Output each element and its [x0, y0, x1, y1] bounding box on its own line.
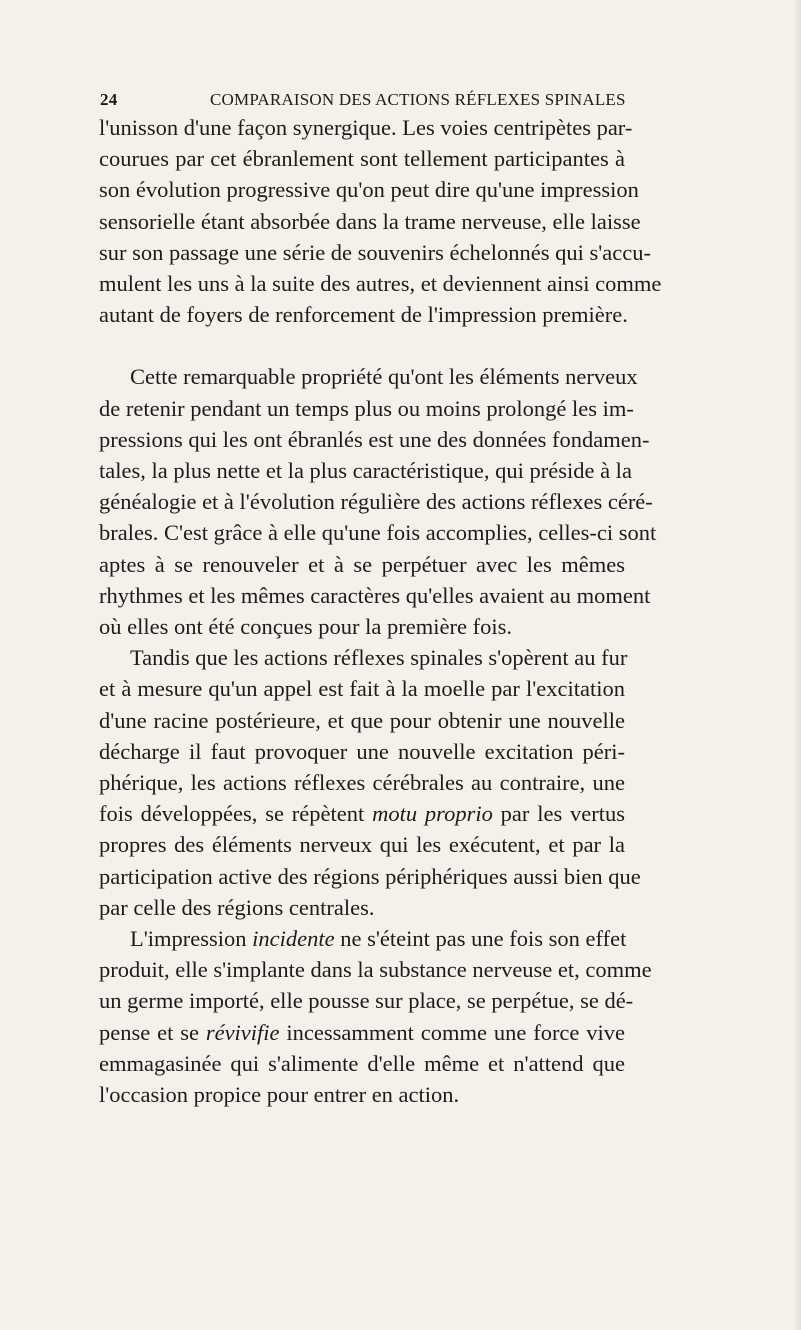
text-line: [99, 798, 625, 829]
page-edge-shadow: [793, 0, 801, 1330]
text-line: généalogie et à l'évolution régulière des actions réflexes céré-: [99, 489, 653, 515]
running-title: COMPARAISON DES ACTIONS RÉFLEXES SPINALES: [210, 90, 626, 109]
text-line: phérique, les actions réflexes cérébrales au contraire, une: [99, 770, 625, 796]
text-line: d'une racine postérieure, et que pour obtenir une nouvelle: [99, 707, 625, 733]
text-run: incessamment comme une force vive: [286, 1019, 626, 1045]
text-line: Cette remarquable propriété qu'ont les éléments nerveux: [130, 364, 638, 390]
paragraph-3: [99, 642, 641, 923]
text-line: et à mesure qu'un appel est fait à la moelle par l'excitation: [99, 676, 625, 702]
text-line: mulent les uns à la suite des autres, et deviennent ainsi comme: [99, 271, 662, 297]
text-line: de retenir pendant un temps plus ou moins prolongé les im-: [99, 395, 634, 421]
text-line: l'occasion propice pour entrer en action.: [99, 1082, 460, 1108]
text-line: où elles ont été conçues pour la première fois.: [99, 614, 512, 640]
paragraph-2: [99, 361, 657, 642]
italic-term: incidente: [252, 926, 335, 952]
text-line: propres des éléments nerveux qui les exécutent, et par la: [99, 832, 625, 858]
text-run: pense et se: [99, 1019, 199, 1045]
text-line: [99, 923, 625, 954]
text-line: [99, 1017, 625, 1048]
paragraph-1: [99, 112, 662, 330]
page-number: 24: [100, 90, 118, 109]
body-text: [99, 112, 662, 1110]
text-line: Tandis que les actions réflexes spinales s'opèrent au fur: [130, 645, 628, 671]
text-line: par celle des régions centrales.: [99, 894, 375, 920]
text-run: ne s'éteint pas une fois son effet: [340, 926, 627, 952]
italic-term: révivifie: [205, 1019, 280, 1045]
text-line: participation active des régions périphériques aussi bien que: [99, 863, 641, 889]
text-line: l'unisson d'une façon synergique. Les voies centripètes par-: [99, 115, 633, 140]
text-run: fois développées, se répètent: [99, 801, 365, 827]
paragraph-4: [99, 923, 652, 1110]
text-line: tales, la plus nette et la plus caractéristique, qui préside à la: [99, 458, 632, 484]
running-header: [100, 90, 626, 112]
text-run: L'impression: [130, 926, 247, 952]
text-line: courues par cet ébranlement sont tellement participantes à: [99, 146, 625, 172]
text-line: sensorielle étant absorbée dans la trame nerveuse, elle laisse: [99, 208, 641, 234]
text-run: par les vertus: [500, 801, 626, 827]
text-line: autant de foyers de renforcement de l'impression première.: [99, 302, 628, 328]
text-line: emmagasinée qui s'alimente d'elle même et n'attend que: [99, 1050, 625, 1076]
text-line: sur son passage une série de souvenirs échelonnés qui s'accu-: [99, 239, 652, 265]
italic-term: motu proprio: [372, 801, 493, 827]
text-line: un germe importé, elle pousse sur place, se perpétue, se dé-: [99, 988, 634, 1014]
text-line: décharge il faut provoquer une nouvelle excitation péri-: [99, 738, 625, 764]
text-line: rhythmes et les mêmes caractères qu'elles avaient au moment: [99, 582, 651, 608]
text-line: produit, elle s'implante dans la substance nerveuse et, comme: [99, 957, 652, 983]
text-line: aptes à se renouveler et à se perpétuer avec les mêmes: [99, 551, 625, 577]
text-line: son évolution progressive qu'on peut dire qu'une impression: [99, 177, 639, 203]
text-line: pressions qui les ont ébranlés est une des données fondamen-: [99, 426, 650, 452]
text-line: brales. C'est grâce à elle qu'une fois accomplies, celles-ci sont: [99, 520, 657, 546]
